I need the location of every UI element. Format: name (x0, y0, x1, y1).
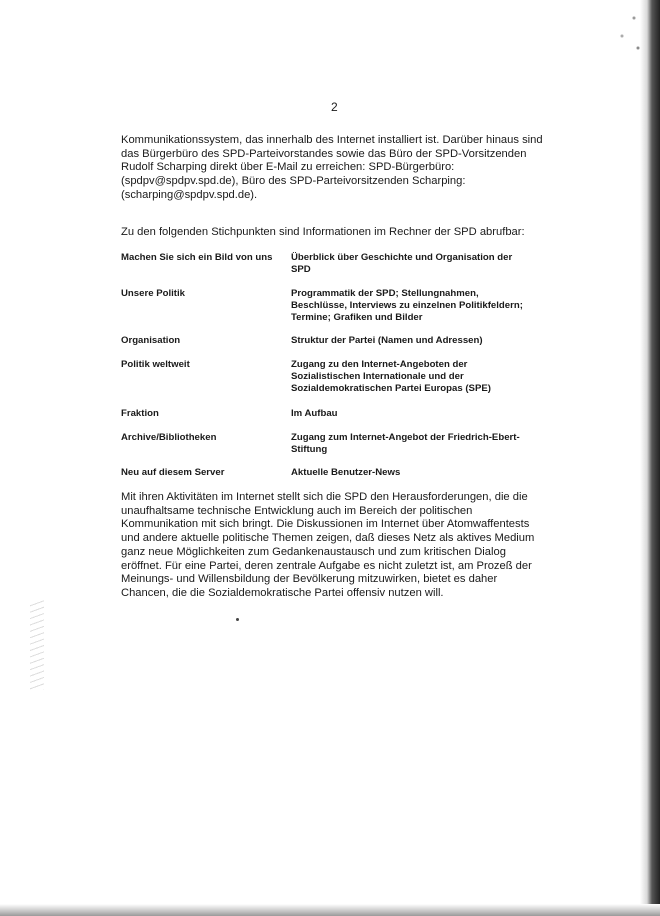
topic-desc: Aktuelle Benutzer-News (291, 467, 401, 478)
topic-desc: Zugang zum Internet-Angebot der Friedrich-Ebert- Stiftung (291, 432, 520, 455)
topic-desc: Im Aufbau (291, 408, 338, 419)
topic-label: Unsere Politik (121, 288, 185, 299)
topic-label: Organisation (121, 335, 181, 346)
scan-dot (236, 618, 239, 621)
topic-label: Politik weltweit (121, 359, 190, 370)
topic-label: Machen Sie sich ein Bild von uns (121, 252, 273, 263)
topic-label: Archive/Bibliotheken (121, 432, 217, 443)
topic-desc: Struktur der Partei (Namen und Adressen) (291, 335, 483, 346)
topic-desc: Überblick über Geschichte und Organisation der SPD (291, 252, 513, 275)
topic-label: Neu auf diesem Server (121, 467, 225, 478)
topic-desc: Programmatik der SPD; Stellungnahmen, Beschlüsse, Interviews zu einzelnen Politikfeldern; Termine; Grafiken und Bilder (291, 288, 523, 323)
scan-edge-right (640, 0, 660, 916)
scan-edge-bottom (0, 904, 660, 916)
paragraph-intro: Kommunikationssystem, das innerhalb des Internet installiert ist. Darüber hinaus sind das Bürgerbüro des SPD-Parteivorstandes sowie das Büro der SPD-Vorsitzenden Rudolf Scharping direkt über E-Mail zu erreichen: SPD-Bürgerbüro: (spdpv@spdpv.spd.de), Büro des SPD-Parteivorsitzenden Scharping: (scharping@spdpv.spd.de). (121, 134, 543, 201)
page-number: 2 (331, 100, 338, 114)
topic-label: Fraktion (121, 408, 159, 419)
scan-specks (606, 0, 646, 60)
scan-margin-mark (30, 600, 44, 690)
paragraph-topics-intro: Zu den folgenden Stichpunkten sind Informationen im Rechner der SPD abrufbar: (121, 226, 525, 238)
topic-desc: Zugang zu den Internet-Angeboten der Sozialistischen Internationale und der Sozialdemokratischen Partei Europas (SPE) (291, 359, 491, 394)
paragraph-conclusion: Mit ihren Aktivitäten im Internet stellt sich die SPD den Herausforderungen, die die unaufhaltsame technische Entwicklung auch im Bereich der politischen Kommunikation mit sich bringt. Die Diskussionen im Internet über Atomwaffentests und andere aktuelle politische Themen zeigen, daß dieses Netz als aktives Medium ganz neue Möglichkeiten zum Gedankenaustausch und zum kritischen Dialog eröffnet. Für eine Partei, deren zentrale Aufgabe es nicht zuletzt ist, am Prozeß der Meinungs- und Willensbildung der Bevölkerung mitzuwirken, bietet es daher Chancen, die die Sozialdemokratische Partei offensiv nutzen will. (121, 491, 535, 599)
